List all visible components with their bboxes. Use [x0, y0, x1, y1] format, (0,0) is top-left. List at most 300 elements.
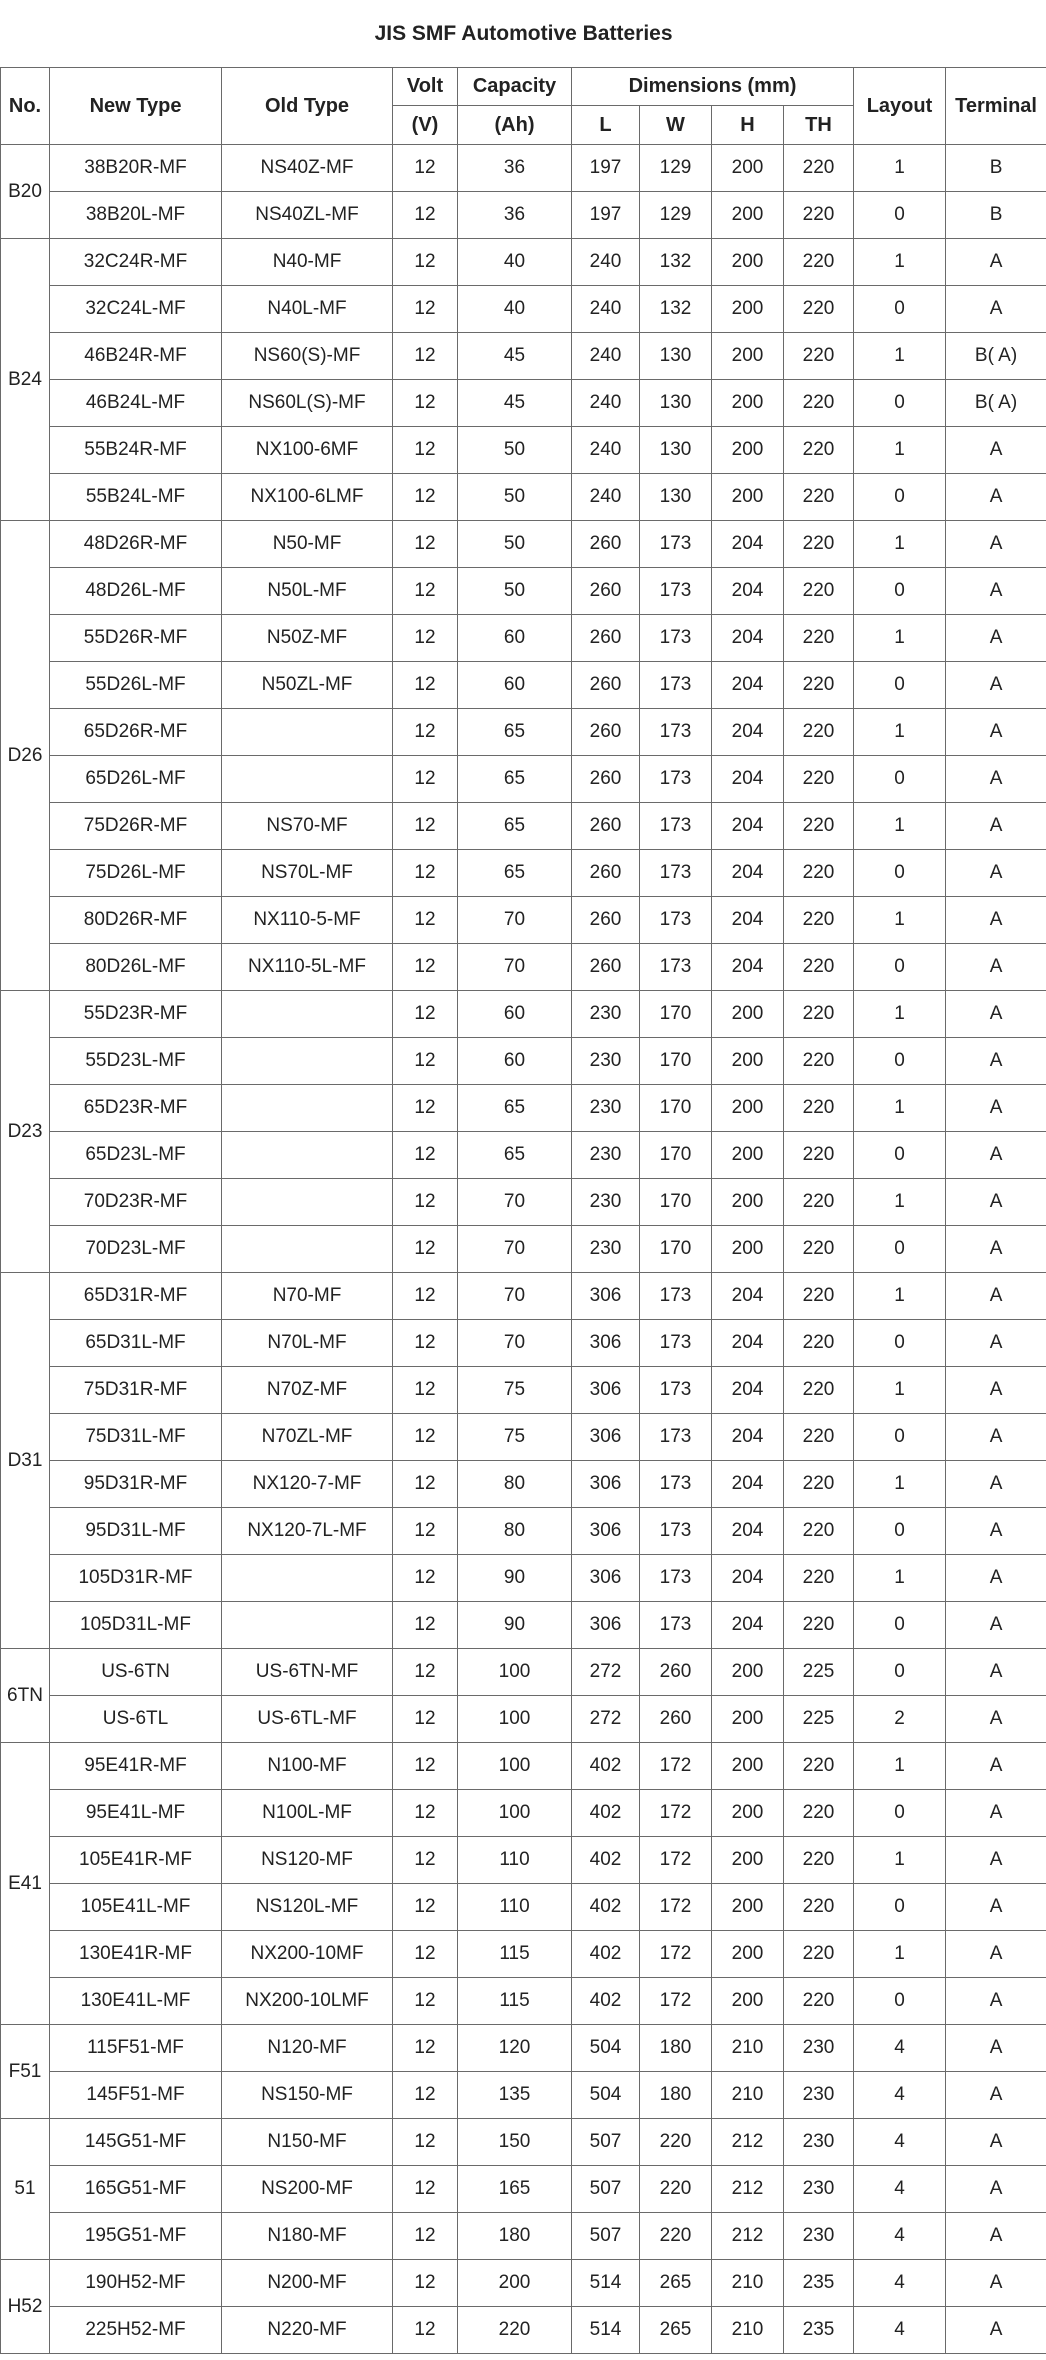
volt-cell: 12	[393, 1085, 458, 1132]
old-type-cell: NX200-10MF	[222, 1931, 393, 1978]
capacity-cell: 65	[458, 1085, 572, 1132]
volt-cell: 12	[393, 2119, 458, 2166]
capacity-cell: 80	[458, 1508, 572, 1555]
header-terminal: Terminal	[946, 68, 1046, 145]
table-row	[1, 1649, 1046, 1696]
layout-cell: 0	[854, 756, 946, 803]
new-type-cell: 55B24L-MF	[50, 474, 222, 521]
terminal-cell: A	[946, 1414, 1046, 1461]
old-type-cell: NS70L-MF	[222, 850, 393, 897]
volt-cell: 12	[393, 1132, 458, 1179]
table-row	[1, 192, 1046, 239]
old-type-cell: US-6TL-MF	[222, 1696, 393, 1743]
old-type-cell: N40L-MF	[222, 286, 393, 333]
width-cell: 260	[640, 1649, 712, 1696]
new-type-cell: 115F51-MF	[50, 2025, 222, 2072]
volt-cell: 12	[393, 2025, 458, 2072]
table-row	[1, 1931, 1046, 1978]
terminal-cell: A	[946, 1179, 1046, 1226]
table-title: JIS SMF Automotive Batteries	[1, 0, 1046, 68]
total-height-cell: 220	[784, 1132, 854, 1179]
new-type-cell: US-6TN	[50, 1649, 222, 1696]
terminal-cell: A	[946, 286, 1046, 333]
height-cell: 204	[712, 1602, 784, 1649]
table-row	[1, 1602, 1046, 1649]
new-type-cell: US-6TL	[50, 1696, 222, 1743]
volt-cell: 12	[393, 944, 458, 991]
old-type-cell: N220-MF	[222, 2307, 393, 2354]
length-cell: 260	[572, 850, 640, 897]
header-capacity-unit: (Ah)	[458, 106, 572, 145]
width-cell: 132	[640, 286, 712, 333]
total-height-cell: 220	[784, 1743, 854, 1790]
length-cell: 230	[572, 1132, 640, 1179]
height-cell: 200	[712, 1931, 784, 1978]
layout-cell: 1	[854, 615, 946, 662]
terminal-cell: A	[946, 1132, 1046, 1179]
table-row	[1, 1508, 1046, 1555]
new-type-cell: 80D26R-MF	[50, 897, 222, 944]
new-type-cell: 190H52-MF	[50, 2260, 222, 2307]
table-row	[1, 239, 1046, 286]
width-cell: 173	[640, 1414, 712, 1461]
header-capacity: Capacity	[458, 68, 572, 106]
old-type-cell: NX110-5-MF	[222, 897, 393, 944]
total-height-cell: 220	[784, 474, 854, 521]
terminal-cell: A	[946, 1273, 1046, 1320]
length-cell: 260	[572, 709, 640, 756]
new-type-cell: 46B24R-MF	[50, 333, 222, 380]
width-cell: 130	[640, 474, 712, 521]
table-row	[1, 2213, 1046, 2260]
terminal-cell: A	[946, 897, 1046, 944]
length-cell: 514	[572, 2260, 640, 2307]
terminal-cell: A	[946, 568, 1046, 615]
new-type-cell: 55D26R-MF	[50, 615, 222, 662]
total-height-cell: 230	[784, 2166, 854, 2213]
length-cell: 306	[572, 1414, 640, 1461]
table-row	[1, 1461, 1046, 1508]
length-cell: 260	[572, 662, 640, 709]
old-type-cell: NS120L-MF	[222, 1884, 393, 1931]
capacity-cell: 60	[458, 662, 572, 709]
group-no-cell: E41	[1, 1743, 50, 2025]
volt-cell: 12	[393, 1179, 458, 1226]
capacity-cell: 65	[458, 1132, 572, 1179]
height-cell: 200	[712, 380, 784, 427]
total-height-cell: 220	[784, 1461, 854, 1508]
length-cell: 240	[572, 380, 640, 427]
total-height-cell: 220	[784, 1508, 854, 1555]
volt-cell: 12	[393, 1790, 458, 1837]
width-cell: 173	[640, 1367, 712, 1414]
total-height-cell: 235	[784, 2260, 854, 2307]
volt-cell: 12	[393, 474, 458, 521]
old-type-cell: N70L-MF	[222, 1320, 393, 1367]
total-height-cell: 220	[784, 1790, 854, 1837]
height-cell: 204	[712, 944, 784, 991]
capacity-cell: 50	[458, 427, 572, 474]
height-cell: 204	[712, 756, 784, 803]
layout-cell: 0	[854, 850, 946, 897]
new-type-cell: 145F51-MF	[50, 2072, 222, 2119]
volt-cell: 12	[393, 803, 458, 850]
capacity-cell: 50	[458, 521, 572, 568]
terminal-cell: A	[946, 944, 1046, 991]
height-cell: 200	[712, 1179, 784, 1226]
volt-cell: 12	[393, 1649, 458, 1696]
height-cell: 212	[712, 2213, 784, 2260]
capacity-cell: 200	[458, 2260, 572, 2307]
new-type-cell: 65D26L-MF	[50, 756, 222, 803]
length-cell: 402	[572, 1884, 640, 1931]
capacity-cell: 70	[458, 1273, 572, 1320]
length-cell: 272	[572, 1649, 640, 1696]
old-type-cell: NX120-7-MF	[222, 1461, 393, 1508]
terminal-cell: A	[946, 2213, 1046, 2260]
layout-cell: 1	[854, 1931, 946, 1978]
total-height-cell: 220	[784, 1414, 854, 1461]
total-height-cell: 220	[784, 145, 854, 192]
layout-cell: 0	[854, 1649, 946, 1696]
new-type-cell: 38B20R-MF	[50, 145, 222, 192]
length-cell: 240	[572, 474, 640, 521]
old-type-cell: N50ZL-MF	[222, 662, 393, 709]
width-cell: 170	[640, 1226, 712, 1273]
terminal-cell: A	[946, 991, 1046, 1038]
old-type-cell	[222, 1179, 393, 1226]
terminal-cell: A	[946, 662, 1046, 709]
old-type-cell: NX100-6LMF	[222, 474, 393, 521]
layout-cell: 0	[854, 1320, 946, 1367]
length-cell: 507	[572, 2166, 640, 2213]
terminal-cell: A	[946, 2307, 1046, 2354]
width-cell: 173	[640, 756, 712, 803]
old-type-cell: N70ZL-MF	[222, 1414, 393, 1461]
table-row	[1, 1320, 1046, 1367]
capacity-cell: 45	[458, 333, 572, 380]
new-type-cell: 80D26L-MF	[50, 944, 222, 991]
height-cell: 204	[712, 1367, 784, 1414]
total-height-cell: 220	[784, 662, 854, 709]
header-length: L	[572, 106, 640, 145]
width-cell: 173	[640, 803, 712, 850]
height-cell: 200	[712, 1649, 784, 1696]
width-cell: 173	[640, 850, 712, 897]
length-cell: 507	[572, 2213, 640, 2260]
length-cell: 504	[572, 2072, 640, 2119]
height-cell: 200	[712, 1978, 784, 2025]
width-cell: 170	[640, 991, 712, 1038]
table-row	[1, 568, 1046, 615]
new-type-cell: 75D31L-MF	[50, 1414, 222, 1461]
total-height-cell: 220	[784, 1602, 854, 1649]
layout-cell: 4	[854, 2307, 946, 2354]
old-type-cell	[222, 709, 393, 756]
volt-cell: 12	[393, 1461, 458, 1508]
new-type-cell: 55B24R-MF	[50, 427, 222, 474]
total-height-cell: 220	[784, 521, 854, 568]
length-cell: 306	[572, 1602, 640, 1649]
layout-cell: 4	[854, 2166, 946, 2213]
height-cell: 200	[712, 1837, 784, 1884]
total-height-cell: 220	[784, 286, 854, 333]
total-height-cell: 220	[784, 897, 854, 944]
old-type-cell: N100L-MF	[222, 1790, 393, 1837]
new-type-cell: 65D23R-MF	[50, 1085, 222, 1132]
table-row	[1, 145, 1046, 192]
width-cell: 130	[640, 427, 712, 474]
capacity-cell: 65	[458, 850, 572, 897]
layout-cell: 1	[854, 1461, 946, 1508]
width-cell: 260	[640, 1696, 712, 1743]
width-cell: 129	[640, 192, 712, 239]
width-cell: 170	[640, 1132, 712, 1179]
total-height-cell: 220	[784, 427, 854, 474]
new-type-cell: 145G51-MF	[50, 2119, 222, 2166]
new-type-cell: 38B20L-MF	[50, 192, 222, 239]
volt-cell: 12	[393, 662, 458, 709]
width-cell: 220	[640, 2213, 712, 2260]
new-type-cell: 48D26L-MF	[50, 568, 222, 615]
height-cell: 204	[712, 662, 784, 709]
terminal-cell: A	[946, 1038, 1046, 1085]
volt-cell: 12	[393, 1226, 458, 1273]
table-row	[1, 1038, 1046, 1085]
total-height-cell: 220	[784, 756, 854, 803]
capacity-cell: 115	[458, 1931, 572, 1978]
volt-cell: 12	[393, 2307, 458, 2354]
layout-cell: 1	[854, 333, 946, 380]
layout-cell: 0	[854, 474, 946, 521]
capacity-cell: 100	[458, 1790, 572, 1837]
height-cell: 204	[712, 1555, 784, 1602]
new-type-cell: 75D26L-MF	[50, 850, 222, 897]
new-type-cell: 105D31L-MF	[50, 1602, 222, 1649]
width-cell: 173	[640, 709, 712, 756]
table-row	[1, 1414, 1046, 1461]
total-height-cell: 230	[784, 2213, 854, 2260]
old-type-cell	[222, 1602, 393, 1649]
layout-cell: 0	[854, 1508, 946, 1555]
total-height-cell: 220	[784, 1273, 854, 1320]
new-type-cell: 70D23R-MF	[50, 1179, 222, 1226]
table-row	[1, 756, 1046, 803]
group-no-cell: B20	[1, 145, 50, 239]
length-cell: 260	[572, 756, 640, 803]
height-cell: 204	[712, 803, 784, 850]
length-cell: 197	[572, 192, 640, 239]
table-row	[1, 1179, 1046, 1226]
height-cell: 204	[712, 568, 784, 615]
layout-cell: 0	[854, 1226, 946, 1273]
old-type-cell: N180-MF	[222, 2213, 393, 2260]
capacity-cell: 75	[458, 1414, 572, 1461]
terminal-cell: A	[946, 1320, 1046, 1367]
header-old-type: Old Type	[222, 68, 393, 145]
volt-cell: 12	[393, 1367, 458, 1414]
length-cell: 260	[572, 803, 640, 850]
volt-cell: 12	[393, 850, 458, 897]
table-row	[1, 662, 1046, 709]
old-type-cell	[222, 1038, 393, 1085]
total-height-cell: 220	[784, 239, 854, 286]
terminal-cell: A	[946, 2260, 1046, 2307]
new-type-cell: 105D31R-MF	[50, 1555, 222, 1602]
height-cell: 204	[712, 1414, 784, 1461]
total-height-cell: 220	[784, 380, 854, 427]
volt-cell: 12	[393, 1038, 458, 1085]
layout-cell: 1	[854, 991, 946, 1038]
terminal-cell: A	[946, 1790, 1046, 1837]
new-type-cell: 70D23L-MF	[50, 1226, 222, 1273]
height-cell: 200	[712, 192, 784, 239]
width-cell: 220	[640, 2119, 712, 2166]
old-type-cell: US-6TN-MF	[222, 1649, 393, 1696]
volt-cell: 12	[393, 192, 458, 239]
layout-cell: 1	[854, 239, 946, 286]
old-type-cell: NX120-7L-MF	[222, 1508, 393, 1555]
old-type-cell: NX100-6MF	[222, 427, 393, 474]
length-cell: 306	[572, 1508, 640, 1555]
table-row	[1, 1743, 1046, 1790]
layout-cell: 0	[854, 286, 946, 333]
width-cell: 265	[640, 2260, 712, 2307]
height-cell: 200	[712, 1085, 784, 1132]
width-cell: 173	[640, 1461, 712, 1508]
length-cell: 240	[572, 286, 640, 333]
height-cell: 200	[712, 239, 784, 286]
group-no-cell: F51	[1, 2025, 50, 2119]
table-row	[1, 1555, 1046, 1602]
terminal-cell: B	[946, 145, 1046, 192]
capacity-cell: 65	[458, 709, 572, 756]
table-row	[1, 2072, 1046, 2119]
table-row	[1, 709, 1046, 756]
terminal-cell: A	[946, 1837, 1046, 1884]
new-type-cell: 95E41L-MF	[50, 1790, 222, 1837]
terminal-cell: A	[946, 1367, 1046, 1414]
length-cell: 306	[572, 1555, 640, 1602]
capacity-cell: 65	[458, 756, 572, 803]
group-no-cell: H52	[1, 2260, 50, 2354]
volt-cell: 12	[393, 1884, 458, 1931]
volt-cell: 12	[393, 2072, 458, 2119]
total-height-cell: 220	[784, 1320, 854, 1367]
total-height-cell: 220	[784, 1085, 854, 1132]
layout-cell: 1	[854, 1179, 946, 1226]
table-row	[1, 380, 1046, 427]
total-height-cell: 220	[784, 615, 854, 662]
terminal-cell: A	[946, 1085, 1046, 1132]
table-row	[1, 1837, 1046, 1884]
terminal-cell: A	[946, 474, 1046, 521]
old-type-cell: N200-MF	[222, 2260, 393, 2307]
length-cell: 230	[572, 991, 640, 1038]
table-row	[1, 2307, 1046, 2354]
table-row	[1, 1367, 1046, 1414]
length-cell: 230	[572, 1226, 640, 1273]
table-row	[1, 803, 1046, 850]
width-cell: 173	[640, 568, 712, 615]
old-type-cell: NS60L(S)-MF	[222, 380, 393, 427]
width-cell: 173	[640, 521, 712, 568]
new-type-cell: 65D31L-MF	[50, 1320, 222, 1367]
height-cell: 200	[712, 286, 784, 333]
height-cell: 200	[712, 1038, 784, 1085]
layout-cell: 0	[854, 1038, 946, 1085]
height-cell: 200	[712, 427, 784, 474]
layout-cell: 4	[854, 2213, 946, 2260]
volt-cell: 12	[393, 333, 458, 380]
capacity-cell: 180	[458, 2213, 572, 2260]
old-type-cell: NS40ZL-MF	[222, 192, 393, 239]
height-cell: 200	[712, 1743, 784, 1790]
width-cell: 173	[640, 615, 712, 662]
capacity-cell: 60	[458, 615, 572, 662]
capacity-cell: 70	[458, 897, 572, 944]
width-cell: 265	[640, 2307, 712, 2354]
group-no-cell: D23	[1, 991, 50, 1273]
volt-cell: 12	[393, 286, 458, 333]
layout-cell: 2	[854, 1696, 946, 1743]
layout-cell: 0	[854, 1978, 946, 2025]
capacity-cell: 60	[458, 1038, 572, 1085]
old-type-cell	[222, 991, 393, 1038]
capacity-cell: 135	[458, 2072, 572, 2119]
capacity-cell: 45	[458, 380, 572, 427]
old-type-cell: N70-MF	[222, 1273, 393, 1320]
volt-cell: 12	[393, 1414, 458, 1461]
total-height-cell: 225	[784, 1696, 854, 1743]
new-type-cell: 32C24L-MF	[50, 286, 222, 333]
terminal-cell: A	[946, 1884, 1046, 1931]
new-type-cell: 105E41R-MF	[50, 1837, 222, 1884]
layout-cell: 1	[854, 1273, 946, 1320]
table-row	[1, 1790, 1046, 1837]
length-cell: 402	[572, 1790, 640, 1837]
length-cell: 260	[572, 568, 640, 615]
terminal-cell: A	[946, 1602, 1046, 1649]
terminal-cell: A	[946, 2072, 1046, 2119]
volt-cell: 12	[393, 709, 458, 756]
new-type-cell: 55D23R-MF	[50, 991, 222, 1038]
layout-cell: 0	[854, 568, 946, 615]
capacity-cell: 65	[458, 803, 572, 850]
capacity-cell: 70	[458, 1226, 572, 1273]
header-total-height: TH	[784, 106, 854, 145]
header-height: H	[712, 106, 784, 145]
length-cell: 402	[572, 1743, 640, 1790]
old-type-cell: N120-MF	[222, 2025, 393, 2072]
total-height-cell: 220	[784, 1837, 854, 1884]
layout-cell: 0	[854, 380, 946, 427]
table-row	[1, 897, 1046, 944]
terminal-cell: B( A)	[946, 333, 1046, 380]
volt-cell: 12	[393, 615, 458, 662]
width-cell: 172	[640, 1931, 712, 1978]
capacity-cell: 70	[458, 1179, 572, 1226]
width-cell: 172	[640, 1837, 712, 1884]
width-cell: 220	[640, 2166, 712, 2213]
header-volt: Volt	[393, 68, 458, 106]
terminal-cell: A	[946, 1555, 1046, 1602]
table-row	[1, 474, 1046, 521]
group-no-cell: 6TN	[1, 1649, 50, 1743]
new-type-cell: 165G51-MF	[50, 2166, 222, 2213]
height-cell: 204	[712, 1320, 784, 1367]
total-height-cell: 220	[784, 803, 854, 850]
